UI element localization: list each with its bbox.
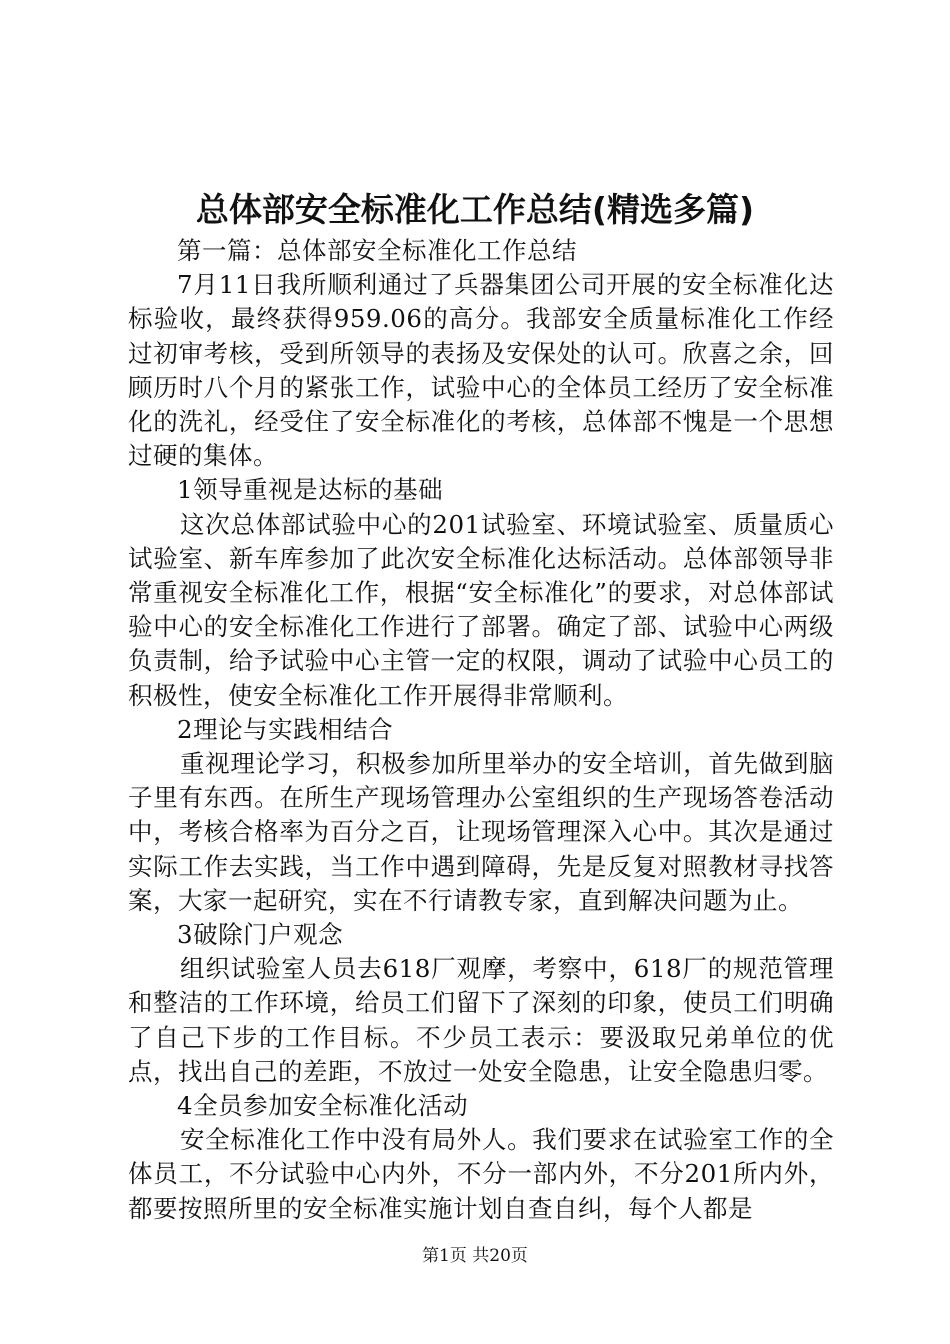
page-number-footer: 第1页 共20页 <box>422 1246 528 1266</box>
section-heading-part-one: 第一篇：总体部安全标准化工作总结 <box>177 236 577 265</box>
body-paragraph: 7月11日我所顺利通过了兵器集团公司开展的安全标准化达标验收，最终获得959.06的高分。我部安全质量标准化工作经过初审考核，受到所领导的表扬及安保处的认可。欣喜之余，回顾历时八个月的紧张工作，试验中心的全体员工经历了安全标准化的洗礼，经受住了安全标准化的考核，总体部不愧是一个思想过硬的集体。 <box>128 270 834 471</box>
body-paragraph: 组织试验室人员去618厂观摩，考察中，618厂的规范管理和整洁的工作环境，给员工们留下了深刻的印象，使员工们明确了自己下步的工作目标。不少员工表示：要汲取兄弟单位的优点，找出自己的差距，不放过一处安全隐患，让安全隐患归零。 <box>128 954 834 1086</box>
subsection-heading-2: 2理论与实践相结合 <box>177 714 394 744</box>
document-body <box>128 234 834 1226</box>
subsection-heading-3: 3破除门户观念 <box>177 920 344 950</box>
subsection-heading-4: 4全员参加安全标准化活动 <box>177 1091 469 1121</box>
document-title: 总体部安全标准化工作总结(精选多篇) <box>195 190 755 229</box>
subsection-heading-1: 1领导重视是达标的基础 <box>177 475 444 505</box>
body-paragraph: 安全标准化工作中没有局外人。我们要求在试验室工作的全体员工，不分试验中心内外，不分一部内外，不分201所内外，都要按照所里的安全标准实施计划自查自纠，每个人都是 <box>128 1125 834 1223</box>
body-paragraph: 这次总体部试验中心的201试验室、环境试验室、质量质心试验室、新车库参加了此次安全标准化达标活动。总体部领导非常重视安全标准化工作，根据“安全标准化”的要求，对总体部试验中心的安全标准化工作进行了部署。确定了部、试验中心两级负责制，给予试验中心主管一定的权限，调动了试验中心员工的积极性，使安全标准化工作开展得非常顺利。 <box>128 509 834 710</box>
body-paragraph: 重视理论学习，积极参加所里举办的安全培训，首先做到脑子里有东西。在所生产现场管理办公室组织的生产现场答卷活动中，考核合格率为百分之百，让现场管理深入心中。其次是通过实际工作去实践，当工作中遇到障碍，先是反复对照教材寻找答案，大家一起研究，实在不行请教专家，直到解决问题为止。 <box>128 749 834 915</box>
